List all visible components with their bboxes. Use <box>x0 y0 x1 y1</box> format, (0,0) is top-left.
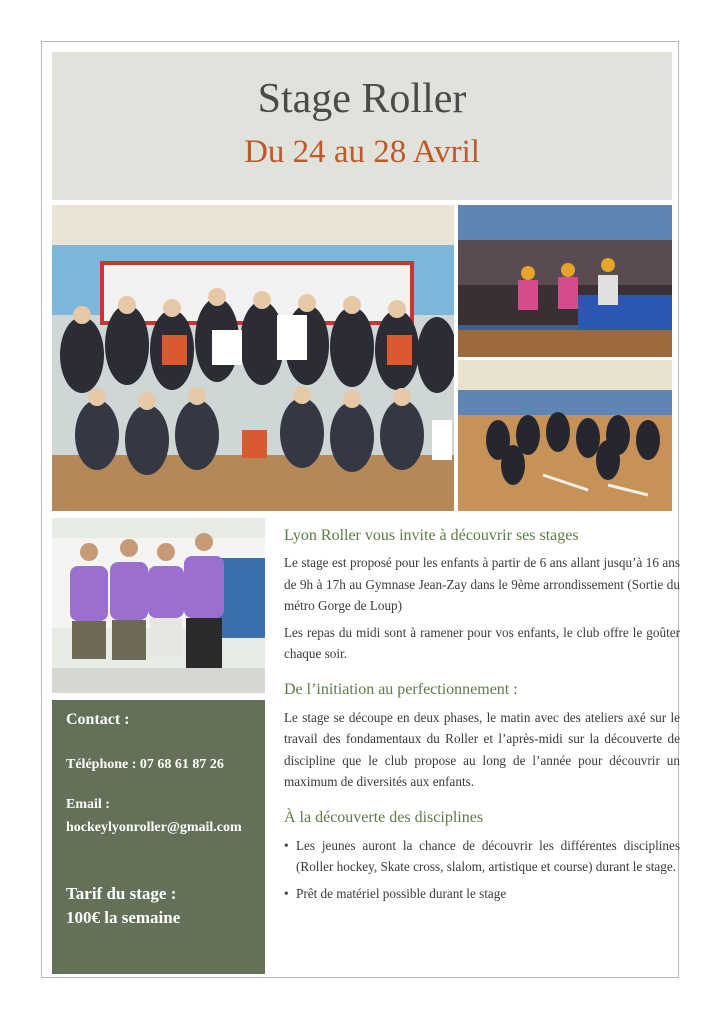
photo-group-kids <box>52 205 454 511</box>
disciplines-heading: À la découverte des disciplines <box>284 808 484 826</box>
disciplines-bullet-2: • Prêt de matériel possible durant le stage <box>284 883 680 905</box>
disciplines-bullet-1: • Les jeunes auront la chance de découvrir les différentes disciplines (Roller hockey, Skate cross, slalom, artistique et course) durant le stage. <box>284 835 680 878</box>
intro-heading: Lyon Roller vous invite à découvrir ses stages <box>284 527 579 544</box>
price-label: Tarif du stage : <box>66 884 177 903</box>
price-block <box>66 882 180 930</box>
level-heading: De l’initiation au perfectionnement : <box>284 680 518 698</box>
event-dates: Du 24 au 28 Avril <box>244 134 480 170</box>
phone-number: Téléphone : 07 68 61 87 26 <box>66 757 224 772</box>
email-address[interactable]: hockeylyonroller@gmail.com <box>66 820 242 835</box>
intro-paragraph-2: Les repas du midi sont à ramener pour vos enfants, le club offre le goûter chaque soir. <box>284 624 680 661</box>
intro-paragraph-1: Le stage est proposé pour les enfants à partir de 6 ans allant jusqu’à 16 ans de 9h à 17h au Gymnase Jean-Zay dans le 9ème arrondissement (Sortie du métro Gorge de Loup) <box>284 555 680 613</box>
header-banner <box>52 52 672 200</box>
photo-coaches-purple-shirts <box>52 518 265 693</box>
photo-kids-training-gym <box>458 360 672 511</box>
price-value: 100€ la semaine <box>66 908 181 927</box>
photo-kids-skating-rink <box>458 205 672 357</box>
level-paragraph: Le stage se découpe en deux phases, le matin avec des ateliers axé sur le travail des fondamentaux du Roller et l’après-midi sur la découverte de discipline que le club propose au long de l’année pour découvrir un maximum de diversités aux enfants. <box>284 709 680 789</box>
email-label: Email : <box>66 797 110 812</box>
page-title: Stage Roller <box>257 76 467 122</box>
main-content <box>284 527 680 904</box>
contact-label: Contact : <box>66 711 130 728</box>
contact-panel <box>52 700 265 974</box>
